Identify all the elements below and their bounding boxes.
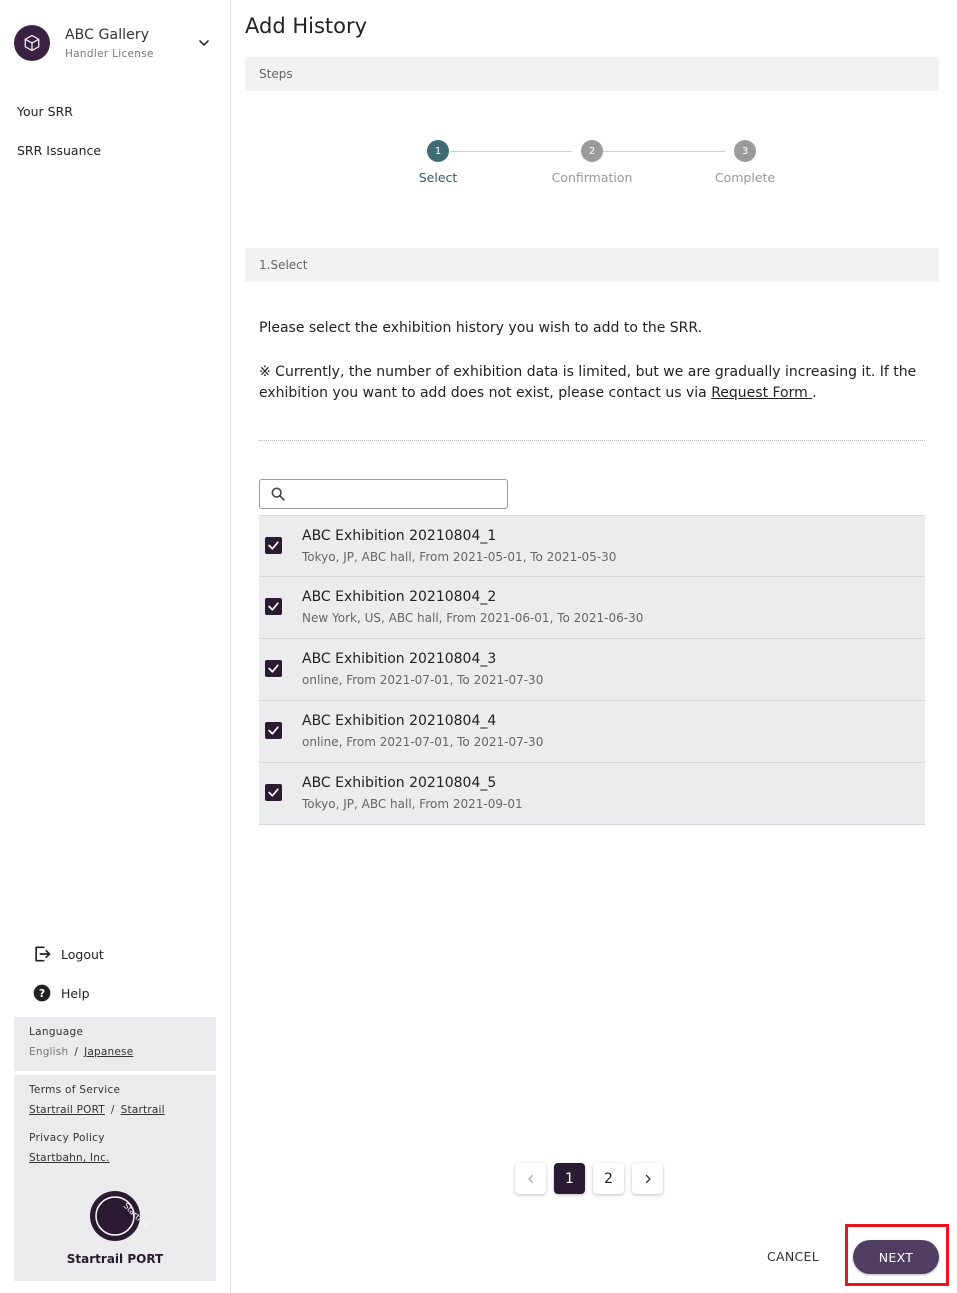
step-select <box>378 140 498 185</box>
cube-icon <box>23 34 41 52</box>
check-icon <box>267 662 280 675</box>
sidebar <box>0 0 231 1293</box>
checkbox-checked[interactable] <box>265 722 282 739</box>
svg-text:?: ? <box>38 986 46 1000</box>
pagination-next-button[interactable] <box>632 1163 663 1194</box>
step-label: Confirmation <box>551 170 633 185</box>
exhibition-details: online, From 2021-07-01, To 2021-07-30 <box>302 735 544 749</box>
check-icon <box>267 600 280 613</box>
chevron-right-icon <box>642 1173 654 1185</box>
exhibition-title: ABC Exhibition 20210804_1 <box>302 528 497 544</box>
account-role: Handler License <box>65 47 154 60</box>
exhibition-details: New York, US, ABC hall, From 2021-06-01, To 2021-06-30 <box>302 611 644 625</box>
help-button[interactable] <box>32 983 90 1003</box>
logout-button[interactable] <box>32 944 104 964</box>
notice-text <box>259 362 925 404</box>
step-number: 3 <box>734 140 756 162</box>
search-icon <box>270 486 286 502</box>
checkbox-checked[interactable] <box>265 660 282 677</box>
exhibition-title: ABC Exhibition 20210804_2 <box>302 589 497 605</box>
account-switcher[interactable] <box>14 23 220 63</box>
step-confirmation <box>532 140 652 185</box>
help-icon <box>32 983 52 1003</box>
exhibition-title: ABC Exhibition 20210804_4 <box>302 713 497 729</box>
step-label: Complete <box>714 170 776 185</box>
pagination-page-1[interactable]: 1 <box>554 1163 585 1194</box>
sidebar-item-srr-issuance[interactable]: SRR Issuance <box>17 143 102 158</box>
notice-suffix: . <box>812 385 817 401</box>
search-field[interactable] <box>259 479 508 509</box>
check-icon <box>267 539 280 552</box>
avatar <box>14 25 50 61</box>
logout-label: Logout <box>61 946 104 962</box>
brand-logo-text: Startrail <box>121 1201 151 1231</box>
terms-separator: / <box>110 1104 115 1116</box>
privacy-title: Privacy Policy <box>29 1132 105 1144</box>
chevron-left-icon <box>525 1173 537 1185</box>
steps-header: Steps <box>245 57 939 91</box>
pagination-page-2[interactable]: 2 <box>593 1163 624 1194</box>
startrail-logo-icon <box>89 1190 151 1242</box>
list-item[interactable] <box>259 515 925 577</box>
exhibition-title: ABC Exhibition 20210804_3 <box>302 651 497 667</box>
list-item[interactable] <box>259 639 925 701</box>
logout-icon <box>32 944 52 964</box>
list-item[interactable] <box>259 577 925 639</box>
request-form-link[interactable]: Request Form <box>711 385 813 401</box>
list-item[interactable] <box>259 701 925 763</box>
instructions <box>259 318 925 404</box>
brand <box>0 1190 230 1266</box>
check-icon <box>267 786 280 799</box>
terms-startrail-port-link[interactable]: Startrail PORT <box>29 1104 105 1116</box>
language-title: Language <box>29 1026 84 1038</box>
page-title: Add History <box>245 14 368 38</box>
next-button[interactable]: NEXT <box>853 1240 939 1274</box>
pagination <box>515 1163 671 1194</box>
divider <box>259 440 925 441</box>
intro-text: Please select the exhibition history you wish to add to the SRR. <box>259 320 703 336</box>
search-input[interactable] <box>292 481 502 507</box>
language-separator: / <box>74 1046 79 1058</box>
brand-name: Startrail PORT <box>66 1252 164 1266</box>
step-number: 2 <box>581 140 603 162</box>
list-item[interactable] <box>259 763 925 825</box>
terms-title: Terms of Service <box>29 1084 121 1096</box>
language-english: English <box>29 1046 69 1058</box>
account-name: ABC Gallery <box>65 26 150 43</box>
exhibition-list <box>259 515 925 825</box>
exhibition-details: Tokyo, JP, ABC hall, From 2021-05-01, To 2021-05-30 <box>302 550 617 564</box>
select-header: 1.Select <box>245 248 939 282</box>
help-label: Help <box>61 985 90 1001</box>
step-complete <box>685 140 805 185</box>
chevron-down-icon[interactable] <box>196 35 212 51</box>
sidebar-item-your-srr[interactable]: Your SRR <box>17 104 73 119</box>
check-icon <box>267 724 280 737</box>
language-panel <box>14 1017 216 1071</box>
terms-startrail-link[interactable]: Startrail <box>120 1104 165 1116</box>
checkbox-checked[interactable] <box>265 784 282 801</box>
step-number: 1 <box>427 140 449 162</box>
pagination-prev-button[interactable] <box>515 1163 546 1194</box>
exhibition-title: ABC Exhibition 20210804_5 <box>302 775 497 791</box>
exhibition-details: online, From 2021-07-01, To 2021-07-30 <box>302 673 544 687</box>
checkbox-checked[interactable] <box>265 537 282 554</box>
exhibition-details: Tokyo, JP, ABC hall, From 2021-09-01 <box>302 797 523 811</box>
notice-prefix: ※ Currently, the number of exhibition data is limited, but we are gradually increasing it. If the exhibition you want to add does not exist, please contact us via <box>259 364 917 401</box>
checkbox-checked[interactable] <box>265 598 282 615</box>
cancel-button[interactable]: CANCEL <box>767 1249 820 1264</box>
step-label: Select <box>418 170 458 185</box>
language-japanese-link[interactable]: Japanese <box>84 1046 134 1058</box>
stepper <box>245 140 939 200</box>
privacy-startbahn-link[interactable]: Startbahn, Inc. <box>29 1152 110 1164</box>
